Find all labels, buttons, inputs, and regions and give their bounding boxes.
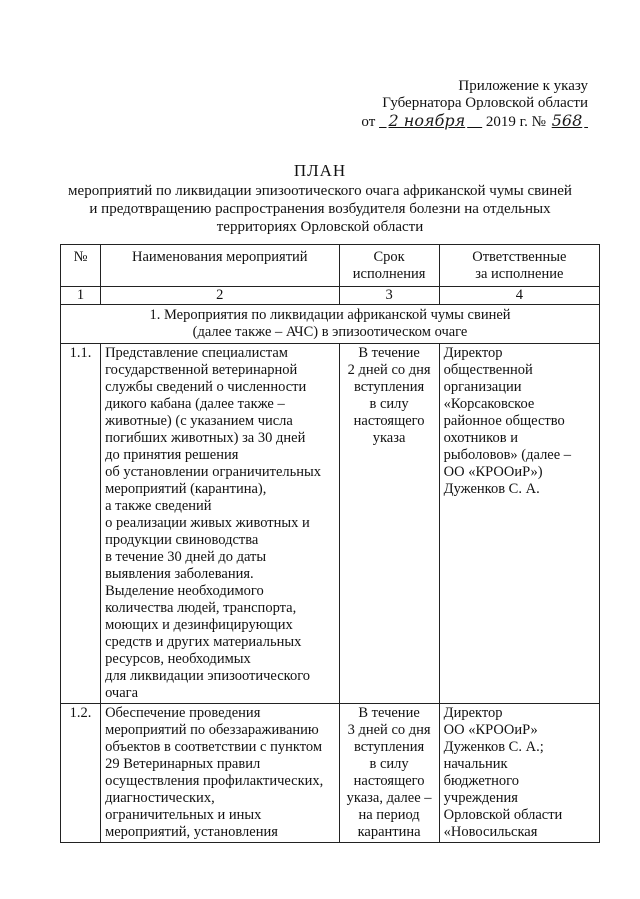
resp-line: начальник (443, 756, 508, 772)
resp-line: учреждения (443, 790, 518, 806)
header-resp-line-2: за исполнение (475, 266, 564, 282)
term-line: указа, далее – (346, 790, 432, 806)
title-line-2: и предотвращению распространения возбудителя болезни на отдельных (89, 201, 551, 217)
resp-line: Орловской области (443, 807, 563, 823)
name-line: продукции свиноводства (105, 532, 259, 548)
name-line: ресурсов, необходимых (105, 651, 251, 667)
col-number-3: 3 (339, 287, 439, 305)
section-1-line-2: (далее также – АЧС) в эпизоотическом очаге (192, 324, 468, 340)
table-row (61, 704, 600, 843)
term-line: в силу (369, 756, 409, 772)
name-line: мероприятий по обеззараживанию (105, 722, 319, 738)
resp-line: Директор (443, 345, 503, 361)
col-number-4: 4 (439, 287, 599, 305)
name-line: Обеспечение проведения (105, 705, 261, 721)
annex-line-1: Приложение к указу (458, 78, 588, 94)
title-line-3: территориях Орловской области (216, 219, 424, 235)
document-title (40, 162, 600, 236)
resp-line: общественной (443, 362, 533, 378)
measure-name (101, 704, 339, 843)
name-line: государственной ветеринарной (105, 362, 298, 378)
term-line: в силу (369, 396, 409, 412)
measure-term (339, 344, 439, 704)
name-line: очага (105, 685, 139, 701)
resp-line: охотников и (443, 430, 518, 446)
name-line: объектов в соответствии с пунктом (105, 739, 322, 755)
section-1-row (61, 305, 600, 344)
column-numbers-row (61, 287, 600, 305)
resp-line: ОО «КРООиР») (443, 464, 543, 480)
name-line: о реализации живых животных и (105, 515, 310, 531)
annex-line-2: Губернатора Орловской области (382, 95, 588, 111)
name-line: Представление специалистам (105, 345, 288, 361)
name-line: мероприятий, установления (105, 824, 278, 840)
resp-line: Дуженков С. А. (443, 481, 540, 497)
table-header-row (61, 245, 600, 287)
measure-name (101, 344, 339, 704)
name-line: службы сведений о численности (105, 379, 307, 395)
resp-line: организации (443, 379, 522, 395)
header-responsible (439, 245, 599, 287)
name-line: дикого кабана (далее также – (105, 396, 285, 412)
name-line: мероприятий (карантина), (105, 481, 267, 497)
header-no: № (61, 245, 101, 287)
resp-line: Директор (443, 705, 503, 721)
measure-responsible (439, 704, 599, 843)
resp-line: рыболовов» (далее – (443, 447, 572, 463)
term-line: на период (358, 807, 420, 823)
name-line: животные) (с указанием числа (105, 413, 293, 429)
name-line: Выделение необходимого (105, 583, 264, 599)
name-line: в течение 30 дней до даты (105, 549, 267, 565)
header-term (339, 245, 439, 287)
header-name: Наименования мероприятий (101, 245, 339, 287)
resp-line: «Корсаковское (443, 396, 535, 412)
term-line: 2 дней со дня (347, 362, 431, 378)
name-line: осуществления профилактических, (105, 773, 324, 789)
term-line: настоящего (353, 773, 425, 789)
resp-line: Дуженков С. А.; (443, 739, 544, 755)
term-line: В течение (358, 345, 420, 361)
annex-block (328, 78, 588, 131)
row-number: 1.2. (61, 704, 101, 843)
date-prefix: от (361, 114, 376, 130)
order-number-underline (550, 111, 588, 130)
name-line: а также сведений (105, 498, 212, 514)
section-1-line-1: 1. Мероприятия по ликвидации африканской чумы свиней (149, 307, 511, 323)
term-line: карантина (357, 824, 421, 840)
date-day-month: 2 ноября (388, 111, 466, 130)
measure-term (339, 704, 439, 843)
measure-responsible (439, 344, 599, 704)
term-line: 3 дней со дня (347, 722, 431, 738)
name-line: до принятия решения (105, 447, 239, 463)
name-line: средств и других материальных (105, 634, 302, 650)
term-line: указа (372, 430, 406, 446)
name-line: для ликвидации эпизоотического (105, 668, 311, 684)
name-line: об установлении ограничительных (105, 464, 322, 480)
term-line: вступления (353, 739, 425, 755)
name-line: погибших животных) за 30 дней (105, 430, 306, 446)
header-term-line-2: исполнения (352, 266, 426, 282)
measures-table (60, 244, 600, 843)
resp-line: районное общество (443, 413, 565, 429)
name-line: выявления заболевания. (105, 566, 254, 582)
order-number: 568 (551, 111, 583, 130)
header-term-line-1: Срок (373, 249, 405, 265)
title-line-1: мероприятий по ликвидации эпизоотического очага африканской чумы свиней (68, 183, 572, 199)
name-line: моющих и дезинфицирующих (105, 617, 293, 633)
col-number-1: 1 (61, 287, 101, 305)
name-line: ограничительных и иных (105, 807, 262, 823)
annex-date-line (328, 112, 588, 131)
term-line: В течение (358, 705, 420, 721)
date-handwritten-underline (379, 111, 482, 130)
date-year: 2019 г. № (485, 114, 546, 130)
name-line: 29 Ветеринарных правил (105, 756, 261, 772)
name-line: диагностических, (105, 790, 215, 806)
table-row (61, 344, 600, 704)
term-line: настоящего (353, 413, 425, 429)
col-number-2: 2 (101, 287, 339, 305)
section-1-heading (61, 305, 600, 344)
row-number: 1.1. (61, 344, 101, 704)
plan-heading: ПЛАН (293, 161, 347, 180)
name-line: количества людей, транспорта, (105, 600, 297, 616)
resp-line: «Новосильская (443, 824, 538, 840)
resp-line: бюджетного (443, 773, 519, 789)
resp-line: ОО «КРООиР» (443, 722, 538, 738)
term-line: вступления (353, 379, 425, 395)
header-resp-line-1: Ответственные (472, 249, 567, 265)
